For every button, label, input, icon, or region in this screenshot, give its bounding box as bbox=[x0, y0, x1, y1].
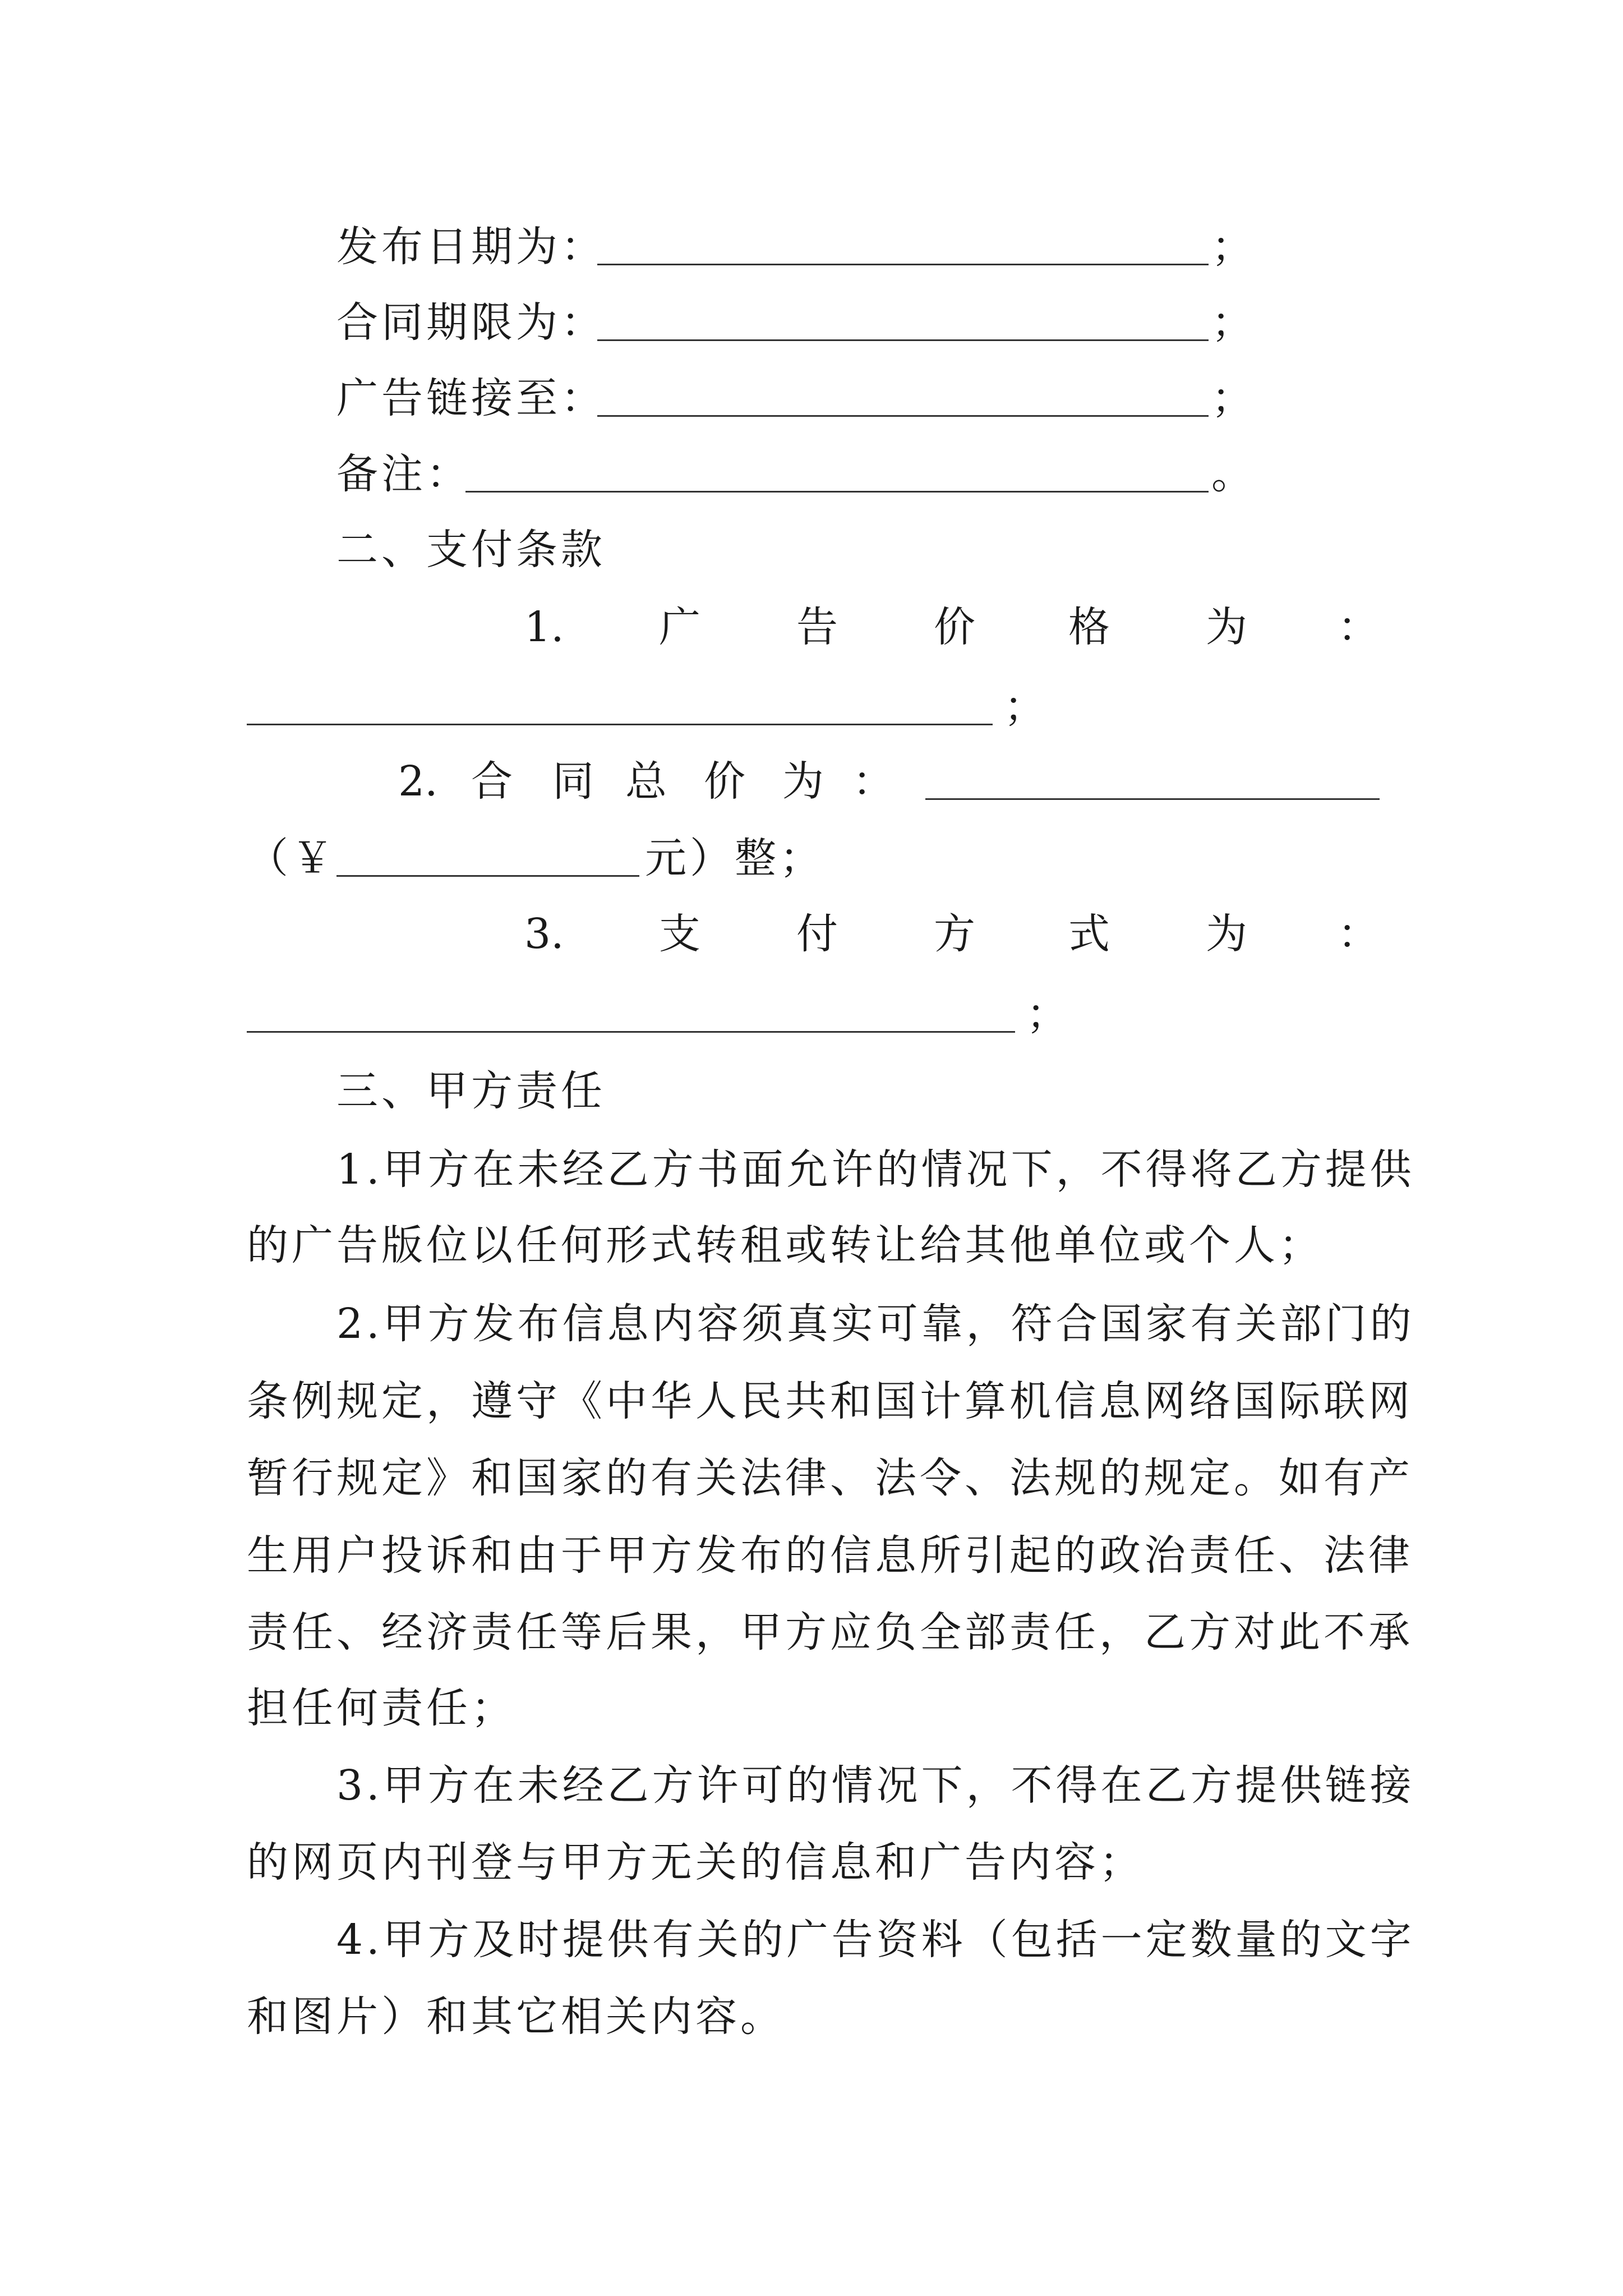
ad-link-semicolon: ； bbox=[1211, 374, 1256, 422]
item1-char: 格 bbox=[1068, 603, 1110, 651]
total-price-blank[interactable] bbox=[925, 798, 1380, 800]
item2-char: 价 bbox=[704, 757, 745, 806]
contract-term-blank[interactable] bbox=[597, 339, 1209, 341]
paragraph-line: 和图片）和其它相关内容。 bbox=[247, 1993, 785, 2041]
item2-char: 同 bbox=[552, 757, 594, 806]
item1-char: ： bbox=[1338, 603, 1379, 651]
paragraph-line: 3.甲方在未经乙方许可的情况下，不得在乙方提供链接 bbox=[336, 1761, 1415, 1810]
item2-char: ： bbox=[852, 757, 894, 806]
section2-heading: 二、支付条款 bbox=[336, 526, 606, 574]
item2-char: 为 bbox=[782, 757, 824, 806]
item3-char: 付 bbox=[796, 910, 838, 958]
paragraph-line: 1.甲方在未经乙方书面允许的情况下，不得将乙方提供 bbox=[336, 1145, 1415, 1194]
publish-date-label: 发布日期为： bbox=[336, 223, 606, 271]
contract-term-semicolon: ； bbox=[1211, 298, 1256, 347]
item2-char: 合 bbox=[471, 757, 513, 806]
ad-link-blank[interactable] bbox=[597, 415, 1209, 417]
ad-link-label: 广告链接至： bbox=[336, 374, 606, 422]
payment-method-semicolon: ； bbox=[1026, 990, 1071, 1038]
total-price-paren-open: （￥ bbox=[247, 834, 336, 882]
item3-char: ： bbox=[1338, 910, 1379, 958]
item3-number: 3. bbox=[524, 910, 564, 958]
paragraph-line: 条例规定，遵守《中华人民共和国计算机信息网络国际联网 bbox=[247, 1377, 1413, 1425]
publish-date-semicolon: ； bbox=[1211, 223, 1256, 271]
remarks-period: 。 bbox=[1211, 450, 1256, 498]
item3-char: 为 bbox=[1206, 910, 1247, 958]
remarks-blank[interactable] bbox=[465, 491, 1209, 493]
paragraph-line: 4.甲方及时提供有关的广告资料（包括一定数量的文字 bbox=[336, 1916, 1415, 1964]
ad-price-blank[interactable] bbox=[247, 724, 993, 725]
paragraph-line: 2.甲方发布信息内容须真实可靠，符合国家有关部门的 bbox=[336, 1300, 1415, 1348]
total-price-number-blank[interactable] bbox=[336, 875, 639, 877]
contract-term-label: 合同期限为： bbox=[336, 298, 606, 347]
publish-date-blank[interactable] bbox=[597, 264, 1209, 265]
item1-char: 价 bbox=[934, 603, 975, 651]
item1-char: 告 bbox=[796, 603, 838, 651]
paragraph-line: 担任何责任； bbox=[247, 1684, 516, 1732]
item1-number: 1. bbox=[524, 603, 564, 651]
item2-char: 总 bbox=[625, 757, 667, 806]
item3-char: 方 bbox=[934, 910, 975, 958]
remarks-label: 备注： bbox=[336, 450, 471, 498]
paragraph-line: 的广告版位以任何形式转租或转让给其他单位或个人； bbox=[247, 1221, 1324, 1269]
total-price-paren-close: 元）整； bbox=[645, 834, 824, 882]
paragraph-line: 的网页内刊登与甲方无关的信息和广告内容； bbox=[247, 1838, 1144, 1887]
paragraph-line: 暂行规定》和国家的有关法律、法令、法规的规定。如有产 bbox=[247, 1454, 1413, 1502]
item1-char: 广 bbox=[659, 603, 700, 651]
paragraph-line: 生用户投诉和由于甲方发布的信息所引起的政治责任、法律 bbox=[247, 1531, 1413, 1580]
paragraph-line: 责任、经济责任等后果，甲方应负全部责任，乙方对此不承 bbox=[247, 1608, 1413, 1657]
item1-char: 为 bbox=[1206, 603, 1247, 651]
section3-heading: 三、甲方责任 bbox=[336, 1067, 606, 1115]
item3-char: 式 bbox=[1068, 910, 1110, 958]
payment-method-blank[interactable] bbox=[247, 1031, 1015, 1033]
item2-number: 2. bbox=[398, 757, 438, 806]
item3-char: 支 bbox=[659, 910, 700, 958]
ad-price-semicolon: ； bbox=[1004, 683, 1049, 731]
